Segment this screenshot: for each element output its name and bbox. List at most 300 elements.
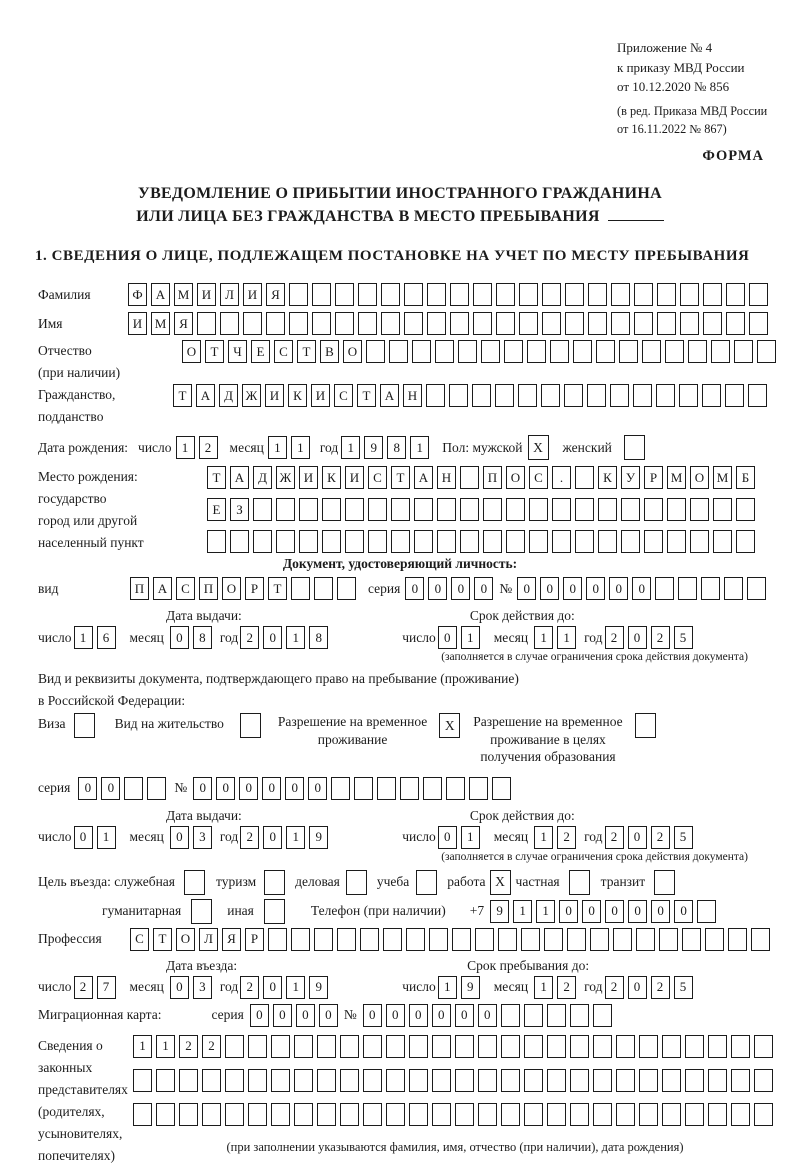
form-cell[interactable]: 0: [540, 577, 559, 600]
form-cell[interactable]: 0: [517, 577, 536, 600]
form-cell[interactable]: [501, 1004, 520, 1027]
form-cell[interactable]: [478, 1035, 497, 1058]
form-cell[interactable]: [575, 530, 594, 553]
form-cell[interactable]: [437, 530, 456, 553]
form-cell[interactable]: [243, 312, 262, 335]
form-cell[interactable]: [657, 283, 676, 306]
form-cell[interactable]: [409, 1035, 428, 1058]
form-cell[interactable]: [294, 1103, 313, 1126]
form-cell[interactable]: К: [598, 466, 617, 489]
form-cell[interactable]: [757, 340, 776, 363]
form-cell[interactable]: [731, 1103, 750, 1126]
form-cell[interactable]: [565, 312, 584, 335]
purpose-official-checkbox[interactable]: [184, 870, 205, 895]
form-cell[interactable]: 8: [193, 626, 212, 649]
form-cell[interactable]: [616, 1035, 635, 1058]
form-cell[interactable]: [662, 1035, 681, 1058]
form-cell[interactable]: [469, 777, 488, 800]
form-cell[interactable]: [299, 498, 318, 521]
purpose-other-checkbox[interactable]: [264, 899, 285, 924]
form-cell[interactable]: [322, 530, 341, 553]
form-cell[interactable]: 1: [97, 826, 116, 849]
form-cell[interactable]: 9: [364, 436, 383, 459]
form-cell[interactable]: 1: [268, 436, 287, 459]
form-cell[interactable]: [636, 928, 655, 951]
form-cell[interactable]: 0: [170, 826, 189, 849]
form-cell[interactable]: Б: [736, 466, 755, 489]
form-cell[interactable]: [124, 777, 143, 800]
form-cell[interactable]: [294, 1035, 313, 1058]
form-cell[interactable]: [644, 530, 663, 553]
form-cell[interactable]: [340, 1035, 359, 1058]
form-cell[interactable]: [634, 312, 653, 335]
form-cell[interactable]: 1: [133, 1035, 152, 1058]
form-cell[interactable]: [680, 283, 699, 306]
form-cell[interactable]: 0: [263, 976, 282, 999]
form-cell[interactable]: 1: [341, 436, 360, 459]
form-cell[interactable]: [593, 1004, 612, 1027]
form-cell[interactable]: [377, 777, 396, 800]
form-cell[interactable]: [575, 466, 594, 489]
form-cell[interactable]: [460, 498, 479, 521]
form-cell[interactable]: [478, 1103, 497, 1126]
form-cell[interactable]: 6: [97, 626, 116, 649]
form-cell[interactable]: [726, 283, 745, 306]
form-cell[interactable]: [289, 283, 308, 306]
form-cell[interactable]: [570, 1069, 589, 1092]
form-cell[interactable]: 8: [309, 626, 328, 649]
form-cell[interactable]: [225, 1103, 244, 1126]
form-cell[interactable]: [644, 498, 663, 521]
form-cell[interactable]: [202, 1069, 221, 1092]
form-cell[interactable]: [391, 498, 410, 521]
form-cell[interactable]: В: [320, 340, 339, 363]
form-cell[interactable]: [156, 1069, 175, 1092]
form-cell[interactable]: [386, 1035, 405, 1058]
form-cell[interactable]: [404, 312, 423, 335]
form-cell[interactable]: А: [153, 577, 172, 600]
purpose-tourism-checkbox[interactable]: [264, 870, 285, 895]
form-cell[interactable]: 0: [263, 626, 282, 649]
form-cell[interactable]: [381, 283, 400, 306]
form-cell[interactable]: [639, 1103, 658, 1126]
form-cell[interactable]: [679, 384, 698, 407]
form-cell[interactable]: 0: [239, 777, 258, 800]
form-cell[interactable]: [481, 340, 500, 363]
form-cell[interactable]: [754, 1103, 773, 1126]
form-cell[interactable]: [383, 928, 402, 951]
form-cell[interactable]: 2: [651, 826, 670, 849]
form-cell[interactable]: [731, 1069, 750, 1092]
form-cell[interactable]: 1: [176, 436, 195, 459]
form-cell[interactable]: Р: [644, 466, 663, 489]
form-cell[interactable]: [501, 1035, 520, 1058]
form-cell[interactable]: 3: [193, 976, 212, 999]
form-cell[interactable]: [312, 283, 331, 306]
form-cell[interactable]: О: [690, 466, 709, 489]
sex-female-checkbox[interactable]: [624, 435, 645, 460]
form-cell[interactable]: Л: [199, 928, 218, 951]
form-cell[interactable]: 0: [632, 577, 651, 600]
form-cell[interactable]: М: [174, 283, 193, 306]
form-cell[interactable]: [598, 530, 617, 553]
form-cell[interactable]: [230, 530, 249, 553]
form-cell[interactable]: [619, 340, 638, 363]
form-cell[interactable]: [501, 1069, 520, 1092]
form-cell[interactable]: 0: [628, 826, 647, 849]
form-cell[interactable]: 1: [410, 436, 429, 459]
form-cell[interactable]: [703, 283, 722, 306]
form-cell[interactable]: 0: [582, 900, 601, 923]
form-cell[interactable]: У: [621, 466, 640, 489]
form-cell[interactable]: [460, 466, 479, 489]
form-cell[interactable]: [337, 577, 356, 600]
form-cell[interactable]: [253, 498, 272, 521]
form-cell[interactable]: [587, 384, 606, 407]
form-cell[interactable]: [667, 530, 686, 553]
form-cell[interactable]: Н: [437, 466, 456, 489]
form-cell[interactable]: [268, 928, 287, 951]
form-cell[interactable]: [345, 498, 364, 521]
form-cell[interactable]: К: [322, 466, 341, 489]
form-cell[interactable]: [685, 1069, 704, 1092]
form-cell[interactable]: Ж: [276, 466, 295, 489]
form-cell[interactable]: 0: [432, 1004, 451, 1027]
form-cell[interactable]: [656, 384, 675, 407]
form-cell[interactable]: [450, 283, 469, 306]
form-cell[interactable]: [368, 498, 387, 521]
form-cell[interactable]: [202, 1103, 221, 1126]
form-cell[interactable]: 9: [309, 826, 328, 849]
form-cell[interactable]: С: [176, 577, 195, 600]
form-cell[interactable]: 0: [455, 1004, 474, 1027]
residence-permit-checkbox[interactable]: [240, 713, 261, 738]
form-cell[interactable]: [593, 1035, 612, 1058]
purpose-transit-checkbox[interactable]: [654, 870, 675, 895]
form-cell[interactable]: Л: [220, 283, 239, 306]
purpose-private-checkbox[interactable]: [569, 870, 590, 895]
form-cell[interactable]: [575, 498, 594, 521]
temp-residence-education-checkbox[interactable]: [635, 713, 656, 738]
form-cell[interactable]: 1: [74, 626, 93, 649]
form-cell[interactable]: 2: [557, 826, 576, 849]
form-cell[interactable]: [452, 928, 471, 951]
form-cell[interactable]: 0: [628, 626, 647, 649]
temp-residence-checkbox[interactable]: X: [439, 713, 460, 738]
form-cell[interactable]: [423, 777, 442, 800]
form-cell[interactable]: [655, 577, 674, 600]
form-cell[interactable]: [340, 1069, 359, 1092]
form-cell[interactable]: 0: [409, 1004, 428, 1027]
form-cell[interactable]: [527, 340, 546, 363]
form-cell[interactable]: [225, 1035, 244, 1058]
form-cell[interactable]: С: [130, 928, 149, 951]
form-cell[interactable]: [495, 384, 514, 407]
form-cell[interactable]: [458, 340, 477, 363]
form-cell[interactable]: [685, 1035, 704, 1058]
form-cell[interactable]: [708, 1069, 727, 1092]
form-cell[interactable]: Т: [268, 577, 287, 600]
form-cell[interactable]: 1: [557, 626, 576, 649]
form-cell[interactable]: [611, 312, 630, 335]
form-cell[interactable]: [437, 498, 456, 521]
form-cell[interactable]: 9: [490, 900, 509, 923]
form-cell[interactable]: 3: [193, 826, 212, 849]
form-cell[interactable]: 2: [557, 976, 576, 999]
form-cell[interactable]: 1: [513, 900, 532, 923]
form-cell[interactable]: Т: [297, 340, 316, 363]
form-cell[interactable]: [432, 1069, 451, 1092]
form-cell[interactable]: О: [176, 928, 195, 951]
form-cell[interactable]: 0: [193, 777, 212, 800]
form-cell[interactable]: [550, 340, 569, 363]
form-cell[interactable]: 0: [405, 577, 424, 600]
form-cell[interactable]: [455, 1103, 474, 1126]
form-cell[interactable]: [391, 530, 410, 553]
form-cell[interactable]: Т: [391, 466, 410, 489]
purpose-work-checkbox[interactable]: X: [490, 870, 511, 895]
form-cell[interactable]: [427, 283, 446, 306]
form-cell[interactable]: [725, 384, 744, 407]
form-cell[interactable]: 2: [651, 976, 670, 999]
form-cell[interactable]: С: [334, 384, 353, 407]
form-cell[interactable]: А: [414, 466, 433, 489]
form-cell[interactable]: [529, 498, 548, 521]
form-cell[interactable]: [747, 577, 766, 600]
form-cell[interactable]: О: [506, 466, 525, 489]
form-cell[interactable]: [248, 1069, 267, 1092]
form-cell[interactable]: [299, 530, 318, 553]
form-cell[interactable]: [519, 283, 538, 306]
form-cell[interactable]: [662, 1069, 681, 1092]
form-cell[interactable]: 0: [586, 577, 605, 600]
form-cell[interactable]: [337, 928, 356, 951]
form-cell[interactable]: 1: [286, 976, 305, 999]
form-cell[interactable]: [317, 1069, 336, 1092]
form-cell[interactable]: [496, 312, 515, 335]
form-cell[interactable]: [598, 498, 617, 521]
form-cell[interactable]: [358, 312, 377, 335]
form-cell[interactable]: [570, 1035, 589, 1058]
form-cell[interactable]: Т: [207, 466, 226, 489]
form-cell[interactable]: [552, 498, 571, 521]
form-cell[interactable]: [657, 312, 676, 335]
form-cell[interactable]: [207, 530, 226, 553]
form-cell[interactable]: [455, 1069, 474, 1092]
form-cell[interactable]: [449, 384, 468, 407]
form-cell[interactable]: 9: [309, 976, 328, 999]
form-cell[interactable]: 2: [202, 1035, 221, 1058]
form-cell[interactable]: [331, 777, 350, 800]
form-cell[interactable]: Д: [219, 384, 238, 407]
form-cell[interactable]: 0: [263, 826, 282, 849]
form-cell[interactable]: [335, 283, 354, 306]
form-cell[interactable]: 2: [240, 976, 259, 999]
form-cell[interactable]: [460, 530, 479, 553]
form-cell[interactable]: 2: [651, 626, 670, 649]
form-cell[interactable]: И: [243, 283, 262, 306]
form-cell[interactable]: [570, 1004, 589, 1027]
form-cell[interactable]: [754, 1035, 773, 1058]
form-cell[interactable]: [358, 283, 377, 306]
form-cell[interactable]: [446, 777, 465, 800]
form-cell[interactable]: 2: [240, 626, 259, 649]
form-cell[interactable]: [360, 928, 379, 951]
form-cell[interactable]: 1: [534, 626, 553, 649]
form-cell[interactable]: 5: [674, 976, 693, 999]
form-cell[interactable]: 0: [250, 1004, 269, 1027]
form-cell[interactable]: [363, 1103, 382, 1126]
form-cell[interactable]: [340, 1103, 359, 1126]
form-cell[interactable]: [662, 1103, 681, 1126]
form-cell[interactable]: 1: [536, 900, 555, 923]
form-cell[interactable]: [253, 530, 272, 553]
form-cell[interactable]: [386, 1069, 405, 1092]
form-cell[interactable]: [690, 530, 709, 553]
form-cell[interactable]: [705, 928, 724, 951]
form-cell[interactable]: [736, 530, 755, 553]
form-cell[interactable]: [639, 1035, 658, 1058]
form-cell[interactable]: [688, 340, 707, 363]
form-cell[interactable]: [498, 928, 517, 951]
form-cell[interactable]: 0: [438, 826, 457, 849]
form-cell[interactable]: [711, 340, 730, 363]
form-cell[interactable]: [179, 1103, 198, 1126]
form-cell[interactable]: 0: [651, 900, 670, 923]
form-cell[interactable]: [518, 384, 537, 407]
form-cell[interactable]: [317, 1103, 336, 1126]
form-cell[interactable]: 1: [438, 976, 457, 999]
form-cell[interactable]: [506, 530, 525, 553]
form-cell[interactable]: И: [311, 384, 330, 407]
form-cell[interactable]: [276, 530, 295, 553]
form-cell[interactable]: [524, 1004, 543, 1027]
form-cell[interactable]: [478, 1069, 497, 1092]
form-cell[interactable]: И: [345, 466, 364, 489]
form-cell[interactable]: [552, 530, 571, 553]
form-cell[interactable]: [354, 777, 373, 800]
form-cell[interactable]: [544, 928, 563, 951]
form-cell[interactable]: [473, 283, 492, 306]
form-cell[interactable]: [504, 340, 523, 363]
form-cell[interactable]: [690, 498, 709, 521]
form-cell[interactable]: 0: [319, 1004, 338, 1027]
form-cell[interactable]: [133, 1103, 152, 1126]
form-cell[interactable]: [642, 340, 661, 363]
form-cell[interactable]: [708, 1035, 727, 1058]
form-cell[interactable]: С: [368, 466, 387, 489]
form-cell[interactable]: [713, 530, 732, 553]
form-cell[interactable]: О: [343, 340, 362, 363]
form-cell[interactable]: П: [130, 577, 149, 600]
form-cell[interactable]: [541, 384, 560, 407]
form-cell[interactable]: 2: [199, 436, 218, 459]
form-cell[interactable]: А: [196, 384, 215, 407]
form-cell[interactable]: [542, 283, 561, 306]
form-cell[interactable]: Е: [251, 340, 270, 363]
form-cell[interactable]: 0: [609, 577, 628, 600]
form-cell[interactable]: [455, 1035, 474, 1058]
form-cell[interactable]: [734, 340, 753, 363]
form-cell[interactable]: [291, 577, 310, 600]
form-cell[interactable]: 0: [428, 577, 447, 600]
form-cell[interactable]: [271, 1035, 290, 1058]
form-cell[interactable]: Ф: [128, 283, 147, 306]
form-cell[interactable]: Т: [357, 384, 376, 407]
form-cell[interactable]: 0: [605, 900, 624, 923]
form-cell[interactable]: 2: [74, 976, 93, 999]
form-cell[interactable]: [412, 340, 431, 363]
form-cell[interactable]: [225, 1069, 244, 1092]
form-cell[interactable]: [613, 928, 632, 951]
form-cell[interactable]: [524, 1035, 543, 1058]
form-cell[interactable]: [547, 1035, 566, 1058]
form-cell[interactable]: [432, 1035, 451, 1058]
form-cell[interactable]: 0: [628, 900, 647, 923]
form-cell[interactable]: [314, 577, 333, 600]
form-cell[interactable]: [621, 498, 640, 521]
form-cell[interactable]: .: [552, 466, 571, 489]
form-cell[interactable]: [409, 1069, 428, 1092]
form-cell[interactable]: И: [197, 283, 216, 306]
form-cell[interactable]: 1: [291, 436, 310, 459]
form-cell[interactable]: 1: [534, 826, 553, 849]
form-cell[interactable]: С: [274, 340, 293, 363]
form-cell[interactable]: [639, 1069, 658, 1092]
form-cell[interactable]: [529, 530, 548, 553]
form-cell[interactable]: [573, 340, 592, 363]
form-cell[interactable]: М: [151, 312, 170, 335]
form-cell[interactable]: [547, 1069, 566, 1092]
form-cell[interactable]: [386, 1103, 405, 1126]
form-cell[interactable]: 0: [451, 577, 470, 600]
form-cell[interactable]: [409, 1103, 428, 1126]
form-cell[interactable]: [406, 928, 425, 951]
form-cell[interactable]: Я: [266, 283, 285, 306]
form-cell[interactable]: М: [713, 466, 732, 489]
form-cell[interactable]: 1: [534, 976, 553, 999]
form-cell[interactable]: 0: [296, 1004, 315, 1027]
form-cell[interactable]: [322, 498, 341, 521]
form-cell[interactable]: 5: [674, 626, 693, 649]
form-cell[interactable]: [220, 312, 239, 335]
form-cell[interactable]: Я: [174, 312, 193, 335]
form-cell[interactable]: 0: [273, 1004, 292, 1027]
form-cell[interactable]: [521, 928, 540, 951]
form-cell[interactable]: [248, 1035, 267, 1058]
form-cell[interactable]: 0: [478, 1004, 497, 1027]
form-cell[interactable]: [317, 1035, 336, 1058]
form-cell[interactable]: [483, 530, 502, 553]
form-cell[interactable]: [156, 1103, 175, 1126]
form-cell[interactable]: 0: [170, 976, 189, 999]
form-cell[interactable]: 0: [674, 900, 693, 923]
form-cell[interactable]: Т: [205, 340, 224, 363]
form-cell[interactable]: М: [667, 466, 686, 489]
form-cell[interactable]: [429, 928, 448, 951]
form-cell[interactable]: Р: [245, 928, 264, 951]
form-cell[interactable]: 0: [262, 777, 281, 800]
visa-checkbox[interactable]: [74, 713, 95, 738]
form-cell[interactable]: [726, 312, 745, 335]
form-cell[interactable]: [748, 384, 767, 407]
form-cell[interactable]: 0: [386, 1004, 405, 1027]
form-cell[interactable]: [400, 777, 419, 800]
form-cell[interactable]: [731, 1035, 750, 1058]
sex-male-checkbox[interactable]: X: [528, 435, 549, 460]
form-cell[interactable]: [414, 530, 433, 553]
form-cell[interactable]: [728, 928, 747, 951]
